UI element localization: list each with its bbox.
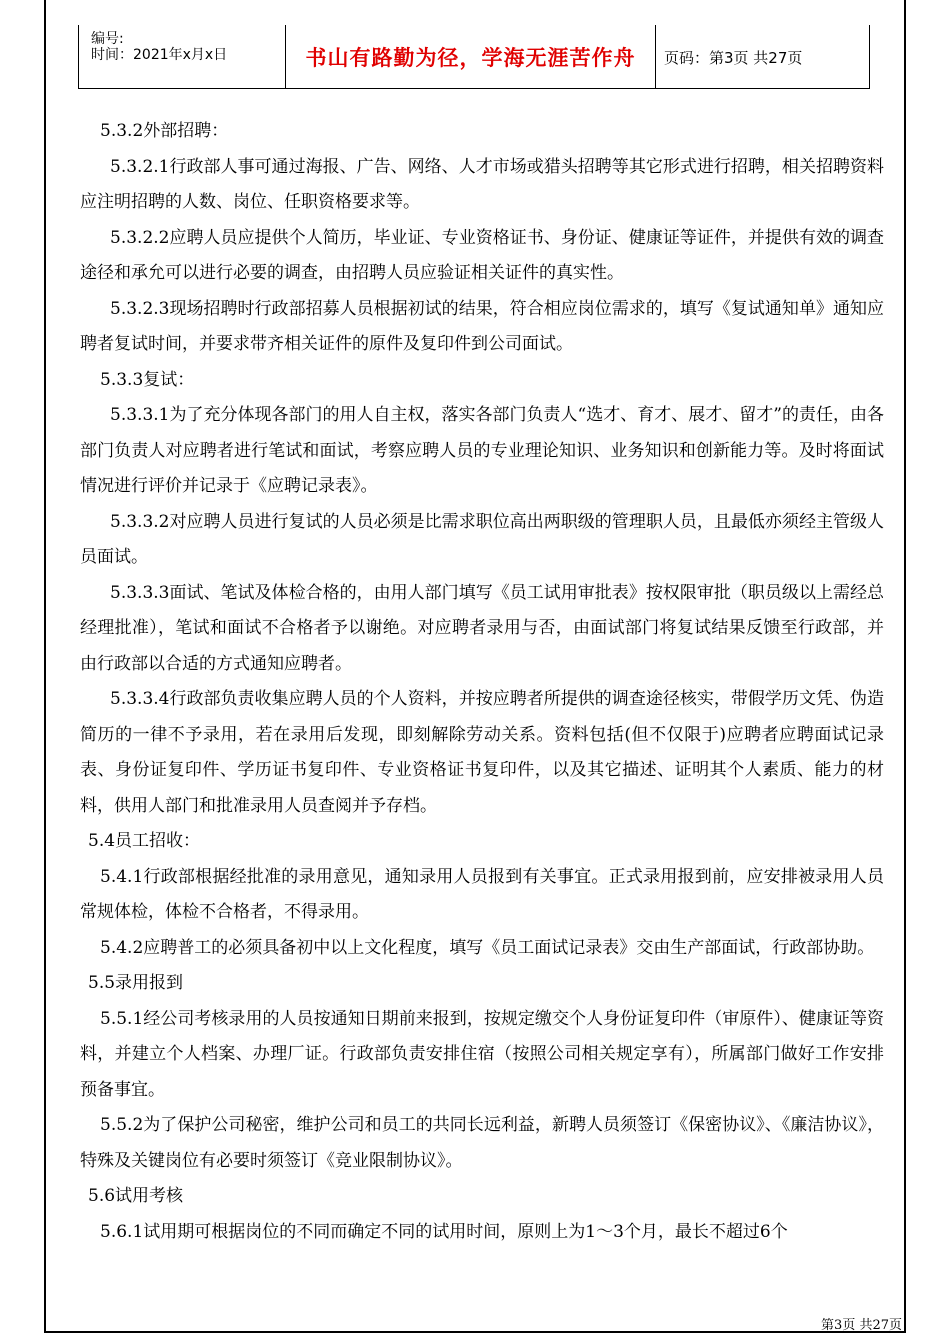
paragraph: 5.3.2外部招聘： — [100, 121, 229, 141]
header-page-info: 页码：第3页 共27页 — [656, 25, 870, 89]
paragraph: 5.3.3.2对应聘人员进行复试的人员必须是比需求职位高出两职级的管理职人员，且最低亦须经主管级人员面试。 — [80, 511, 884, 567]
paragraph: 5.5录用报到 — [88, 973, 184, 993]
paragraph: 5.4.2应聘普工的必须具备初中以上文化程度，填写《员工面试记录表》交由生产部面试，行政部协助。 — [100, 937, 875, 958]
paragraph: 5.4员工招收： — [88, 831, 201, 851]
paragraph: 5.3.3.4行政部负责收集应聘人员的个人资料，并按应聘者所提供的调查途径核实，带假学历文凭、伪造简历的一律不予录用，若在录用后发现，即刻解除劳动关系。资料包括(但不仅限于)应聘者应聘面试记录表、身份证复印件、学历证书复印件、专业资格证书复印件，以及其它描述、证明其个人素质、能力的材料，供用人部门和批准录用人员查阅并予存档。 — [80, 689, 884, 816]
paragraph: 5.4.1行政部根据经批准的录用意见，通知录用人员报到有关事宜。正式录用报到前，应安排被录用人员常规体检，体检不合格者，不得录用。 — [80, 866, 884, 922]
document-body — [80, 114, 884, 1250]
paragraph: 5.5.1经公司考核录用的人员按通知日期前来报到，按规定缴交个人身份证复印件（审原件）、健康证等资料，并建立个人档案、办理厂证。行政部负责安排住宿（按照公司相关规定享有），所属部门做好工作安排预备事宜。 — [80, 1008, 884, 1100]
paragraph: 5.3.3.1为了充分体现各部门的用人自主权，落实各部门负责人“选才、育才、展才、留才”的责任，由各部门负责人对应聘者进行笔试和面试，考察应聘人员的专业理论知识、业务知识和创新能力等。及时将面试情况进行评价并记录于《应聘记录表》。 — [80, 405, 884, 496]
document-date: 时间：2021年x月x日 — [91, 47, 228, 63]
paragraph: 5.6试用考核 — [88, 1186, 184, 1206]
document-number-label: 编号: — [91, 31, 124, 47]
paragraph: 5.6.1试用期可根据岗位的不同而确定不同的试用时间，原则上为1～3个月，最长不超过6个 — [100, 1221, 788, 1242]
paragraph: 5.5.2为了保护公司秘密，维护公司和员工的共同长远利益，新聘人员须签订《保密协议》、《廉洁协议》，特殊及关键岗位有必要时须签订《竞业限制协议》。 — [80, 1115, 884, 1171]
paragraph: 5.3.2.2应聘人员应提供个人简历，毕业证、专业资格证书、身份证、健康证等证件，并提供有效的调查途径和承允可以进行必要的调查，由招聘人员应验证相关证件的真实性。 — [80, 227, 884, 283]
page-header — [78, 25, 870, 89]
paragraph: 5.3.2.1行政部人事可通过海报、广告、网络、人才市场或猎头招聘等其它形式进行招聘，相关招聘资料应注明招聘的人数、岗位、任职资格要求等。 — [80, 156, 884, 212]
paragraph: 5.3.3复试： — [100, 369, 195, 390]
paragraph: 5.3.2.3现场招聘时行政部招募人员根据初试的结果，符合相应岗位需求的，填写《复试通知单》通知应聘者复试时间，并要求带齐相关证件的原件及复印件到公司面试。 — [80, 298, 884, 354]
paragraph: 5.3.3.3面试、笔试及体检合格的，由用人部门填写《员工试用审批表》按权限审批（职员级以上需经总经理批准），笔试和面试不合格者予以谢绝。对应聘者录用与否，由面试部门将复试结果反馈至行政部，并由行政部以合适的方式通知应聘者。 — [80, 582, 884, 674]
footer-page-info: 第3页 共27页 — [821, 1318, 902, 1333]
header-motto: 书山有路勤为径，学海无涯苦作舟 — [286, 25, 656, 89]
header-meta — [78, 25, 286, 89]
